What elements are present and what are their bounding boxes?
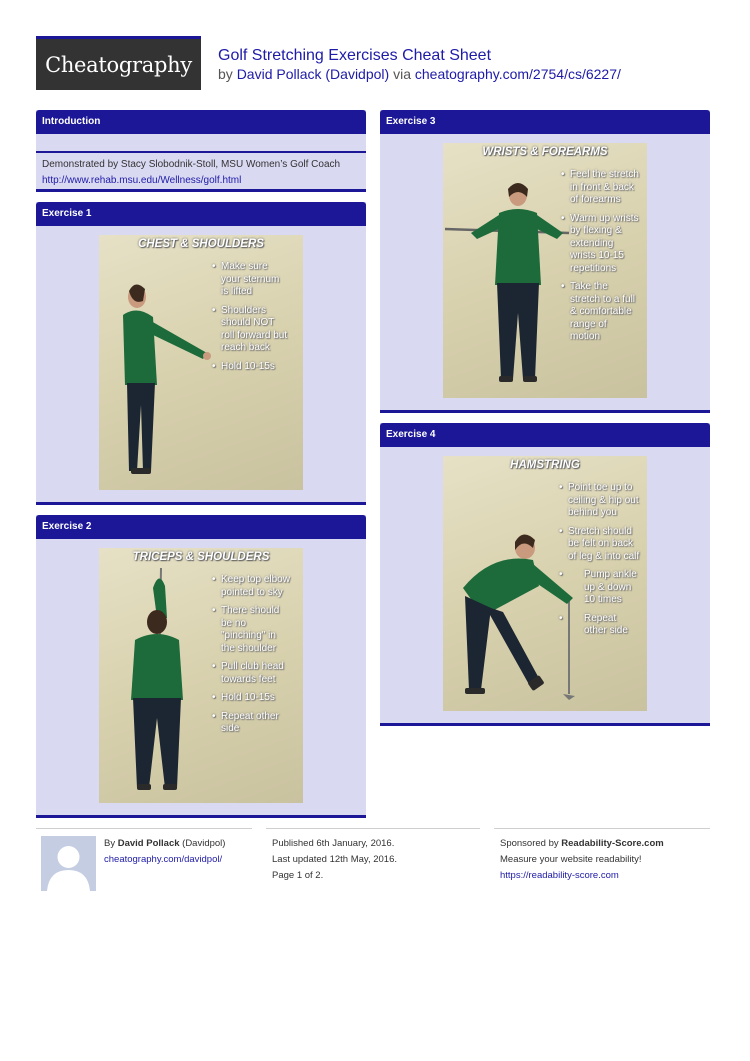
exercise-2-title: TRICEPS & SHOULDERS: [132, 551, 270, 563]
sheet-url-link[interactable]: cheatography.com/2754/cs/6227/: [414, 66, 621, 82]
page-number: Page 1 of 2.: [272, 870, 324, 881]
exercise-2-bullet: • Repeat other side: [212, 711, 290, 736]
footer-author: [104, 836, 225, 868]
updated-date: Last updated 12th May, 2016.: [272, 854, 397, 865]
exercise-4-title: HAMSTRING: [510, 459, 580, 471]
exercise-4-heading: Exercise 4: [380, 423, 710, 447]
exercise-4-bullet: • Stretch should be felt on back of leg & into calf: [559, 526, 641, 564]
panel-footer-bar: [380, 410, 710, 413]
by-prefix: by: [218, 66, 233, 82]
exercise-2-bullet: • Pull club head towards feet: [212, 661, 290, 686]
footer-divider: [36, 828, 252, 829]
footer-publish-info: [272, 836, 397, 884]
exercise-2-bullet: • Hold 10-15s: [212, 692, 290, 705]
logo-text: Cheatography: [45, 52, 192, 77]
exercise-4-bullet: • Point toe up to ceiling & hip out behind you: [559, 482, 641, 520]
exercise-1-bullet: • Hold 10-15s: [212, 361, 288, 374]
footer-author-handle: (Davidpol): [182, 838, 226, 849]
exercise-3-bullet: • Feel the stretch in front & back of forearms: [561, 169, 639, 207]
exercise-3-image: [443, 143, 647, 398]
exercise-3-bullet: • Warm up wrists by flexing & extending wrists 10-15 repetitions: [561, 213, 639, 276]
footer-author-url-link[interactable]: cheatography.com/davidpol/: [104, 854, 223, 865]
exercise-1-bullet: • Shoulders should NOT roll forward but reach back: [212, 305, 288, 355]
exercise-2-image: [99, 548, 303, 803]
exercise-1-title: CHEST & SHOULDERS: [138, 238, 264, 250]
footer-by: By: [104, 838, 116, 849]
author-avatar[interactable]: [41, 836, 96, 891]
byline: [218, 66, 621, 82]
avatar-silhouette-icon: [41, 836, 96, 891]
intro-credit: Demonstrated by Stacy Slobodnik-Stoll, MSU Women’s Golf Coach: [42, 159, 341, 170]
intro-url-link[interactable]: http://www.rehab.msu.edu/Wellness/golf.html: [42, 175, 242, 186]
panel-footer-bar: [36, 502, 366, 505]
via-text: via: [393, 66, 411, 82]
author-link[interactable]: David Pollack (Davidpol): [236, 66, 390, 82]
exercise-3-bullet: • Take the stretch to a full & comfortable range of motion: [561, 281, 639, 344]
exercise-1-bullet: • Make sure your sternum is lifted: [212, 261, 288, 299]
panel-footer-bar: [380, 723, 710, 726]
exercise-1-image: [99, 235, 303, 490]
sponsored-prefix: Sponsored by: [500, 838, 559, 849]
footer-sponsor: [500, 836, 664, 884]
panel-footer-bar: [36, 815, 366, 818]
exercise-4-image: [443, 456, 647, 711]
exercise-2-bullet: • There should be no "pinching" in the shoulder: [212, 605, 290, 655]
footer-divider: [494, 828, 710, 829]
footer-author-name: David Pollack: [117, 838, 180, 849]
published-date: Published 6th January, 2016.: [272, 838, 395, 849]
page-title[interactable]: Golf Stretching Exercises Cheat Sheet: [218, 47, 492, 64]
exercise-2-heading: Exercise 2: [36, 515, 366, 539]
exercise-4-bullet: • Pump ankle up & down 10 times: [559, 569, 641, 607]
sponsor-name: Readability-Score.com: [561, 838, 664, 849]
exercise-1-heading: Exercise 1: [36, 202, 366, 226]
introduction-panel: [36, 110, 366, 192]
sponsor-tagline: Measure your website readability!: [500, 854, 642, 865]
cheatography-logo[interactable]: [36, 36, 201, 90]
exercise-2-bullet: • Keep top elbow pointed to sky: [212, 574, 290, 599]
introduction-heading: Introduction: [36, 110, 366, 134]
exercise-4-bullet: • Repeat other side: [559, 613, 641, 638]
exercise-3-heading: Exercise 3: [380, 110, 710, 134]
exercise-3-title: WRISTS & FOREARMS: [482, 146, 608, 158]
sponsor-url-link[interactable]: https://readability-score.com: [500, 870, 619, 881]
panel-footer-bar: [36, 189, 366, 192]
footer-divider: [266, 828, 480, 829]
